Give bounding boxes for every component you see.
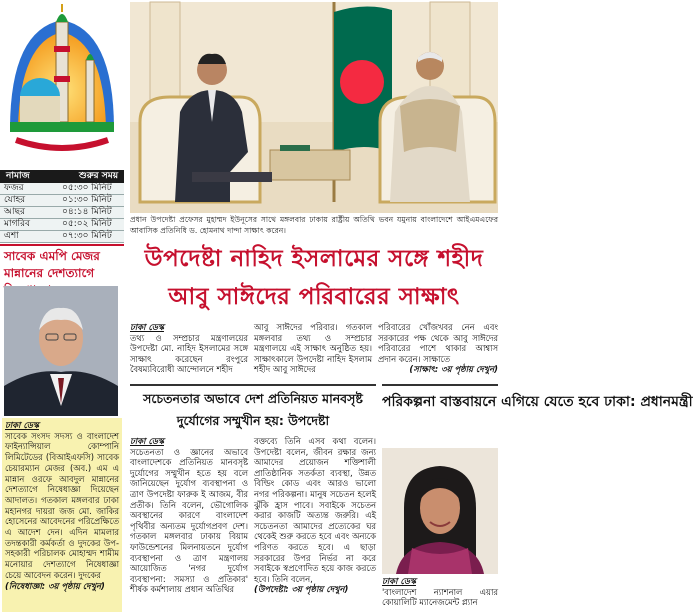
main-story-col3 [378, 322, 498, 380]
prayer-row [0, 219, 124, 231]
main-story-col1 [130, 322, 248, 380]
prayer-header-time: শুরুর সময় [79, 171, 118, 181]
main-story-text-2: আবু সাঈদের পরিবার। গতকাল মঙ্গলবার তথ্য ও সম্প্রচার মন্ত্রণালয়ে এই সাক্ষাৎ অনুষ্ঠিত হয়। সাক্ষাৎকালে উপদেষ্টা নাহিদ ইসলাম শহীদ আবু সাঈদের [254, 322, 372, 375]
prayer-header-name: নামাজ [6, 171, 30, 181]
photo-caption: প্রধান উপদেষ্টা প্রফেসর মুহাম্মদ ইউনূসের সাথে মঙ্গলবার ঢাকায় রাষ্ট্রীয় অতিথি ভবন যমুনায় বাংলাদেশে আইএমএফের আবাসিক প্রতিনিধি ড. হোমনাথ দান্দা সাক্ষাৎ করেন। [130, 215, 498, 235]
right-story-body [382, 576, 498, 612]
left-story-headline[interactable]: সাবেক এমপি মেজর মান্নানের দেশত্যাগে [0, 244, 124, 282]
second-story-text-2: বক্তব্যে তিনি এসব কথা বলেন। উপদেষ্টা বলেন, জীবন রক্ষার জন্য আমাদের প্রয়োজন শক্তিশালী প্রাতিষ্ঠানিক সতর্কতা ব্যবস্থা, উন্নত বিল্ডিং কোড এবং আরও ভালো নগর পরিকল্পনা। মানুষ সচেতন হলেই ঝুঁকি হ্রাস পাবে। সবাইকে সচেতন করার কাজটি অত্যন্ত জরুরি। এই সচেতনতা আমাদের প্রত্যেকের ঘর থেকেই শুরু করতে হবে এবং অন্যকে পরিণত করতে হবে। এ ছাড়া সরকারের উপর নির্ভর না করে সবাইকে স্বপ্রণোদিত হয়ে কাজ করতে হবে। তিনি বলেন, [254, 436, 376, 584]
second-story-col1 [130, 436, 248, 612]
second-story-col2 [254, 436, 376, 612]
left-story-body [2, 418, 122, 612]
second-story-desk: ঢাকা ডেস্ক [130, 436, 164, 446]
mosque-logo-icon [0, 0, 124, 168]
prayer-row [0, 183, 124, 195]
main-story-desk: ঢাকা ডেস্ক [130, 322, 164, 332]
prayer-name: যোহর [4, 195, 26, 205]
prayer-times-table [0, 170, 124, 240]
prayer-row [0, 231, 124, 243]
main-headline[interactable]: উপদেষ্টা নাহিদ ইসলামের সঙ্গে শহীদ আবু সাঈদের পরিবারের সাক্ষাৎ [144, 246, 484, 310]
left-story-text: সাবেক সংসদ সদস্য ও বাংলাদেশ ফাইন্যান্সিয়াল কোম্পানি লিমিটেডের (বিআইএফসি) সাবেক চেয়ারম্যান মেজর (অব.) এম এ মান্নান ওরফে আবদুল মান্নানের দেশত্যাগে নিষেধাজ্ঞা দিয়েছেন আদালত। গতকাল মঙ্গলবার ঢাকা মহানগর দায়রা জজ মো. জাকির হোসেনের আবেদনের পরিপ্রেক্ষিতে এ আদেশ দেন। এদিন মামলার তদন্তকারী কর্মকর্তা ও দুদকের উপ-সহকারী পরিচালক মোহাম্মদ শামীম মনোয়ার দেশত্যাগে নিষেধাজ্ঞা চেয়ে আবেদন করেন। দুদকের [5, 430, 119, 580]
prayer-row [0, 195, 124, 207]
prayer-name: ফজর [4, 183, 24, 193]
prayer-table-header [0, 170, 124, 183]
main-story-text-3: পরিবারের খোঁজখবর নেন এবং সরকারের পক্ষ থেকে আবু সাঈদের পরিবারের পাশে থাকার আশ্বাস প্রদান করেন। সাক্ষাতে [378, 322, 498, 364]
main-story-text-1: তথ্য ও সম্প্রচার মন্ত্রণালয়ের উপদেষ্টা মো. নাহিদ ইসলামের সঙ্গে সাক্ষাৎ করেছেন রংপুরে বৈষম্যবিরোধী আন্দোলনে শহীদ [130, 332, 248, 375]
second-story-text-1: সচেতনতা ও জ্ঞানের অভাবে বাংলাদেশকে প্রতিনিয়ত মানবসৃষ্ট দুর্যোগের সম্মুখীন হতে হয় বলে জানিয়েছেন দুর্যোগ ব্যবস্থাপনা ও ত্রাণ উপদেষ্টা ফারুক ই আজম, বীর প্রতীক। তিনি বলেন, ভৌগোলিক অবস্থানের কারণে বাংলাদেশ পৃথিবীর অন্যতম দুর্যোগপ্রবণ দেশ। গতকাল মঙ্গলবার ঢাকায় বিয়াম ফাউন্ডেশনের মিলনায়তনে দুর্যোগ ব্যবস্থাপনা ও ত্রাণ মন্ত্রণালয় আয়োজিত 'নগর দুর্যোগ ব্যবস্থাপনা: সমস্যা ও প্রতিকার' শীর্ষক কর্মশালায় প্রধান অতিথির [130, 446, 248, 595]
prayer-time: ০৫:৩০ মিনিট [62, 183, 112, 193]
prayer-time: ০১:৩০ মিনিট [62, 195, 112, 205]
top-news-photo[interactable] [130, 2, 498, 213]
prayer-time: ০৫:০২ মিনিট [62, 219, 112, 229]
right-story-headline[interactable]: পরিকল্পনা বাস্তবায়নে এগিয়ে যেতে হবে ঢাকা: প্রধানমন্ত্রী [382, 384, 498, 444]
main-story-continued-link[interactable]: (সাক্ষাৎ: ৩য় পৃষ্ঠায় দেখুন) [409, 364, 498, 375]
prayer-name: আছর [4, 207, 25, 217]
right-story-photo[interactable] [382, 448, 498, 574]
left-story-photo[interactable] [4, 286, 118, 416]
prayer-time: ০৭:৩০ মিনিট [62, 231, 112, 241]
prayer-row [0, 207, 124, 219]
second-story-continued-link[interactable]: (উপদেষ্টা: ৩য় পৃষ্ঠায় দেখুন) [254, 584, 349, 595]
prayer-name: মাগরিব [4, 219, 31, 229]
prayer-time: ০৪:১৪ মিনিট [62, 207, 112, 217]
right-story-text: 'বাংলাদেশ ন্যাশনাল এয়ার কোয়ালিটি ম্যানেজমেন্ট প্ল্যান [382, 586, 498, 608]
prayer-name: এশা [4, 231, 19, 241]
left-story-continued-link[interactable]: (নিষেধাজ্ঞা: ৩য় পৃষ্ঠায় দেখুন) [5, 580, 105, 591]
second-story-headline[interactable]: সচেতনতার অভাবে দেশ প্রতিনিয়ত মানবসৃষ্ট দুর্যোগের সম্মুখীন হয়: উপদেষ্টা [130, 384, 376, 432]
main-story-col2 [254, 322, 372, 380]
left-story-desk: ঢাকা ডেস্ক [5, 420, 39, 430]
right-story-desk: ঢাকা ডেস্ক [382, 576, 416, 586]
